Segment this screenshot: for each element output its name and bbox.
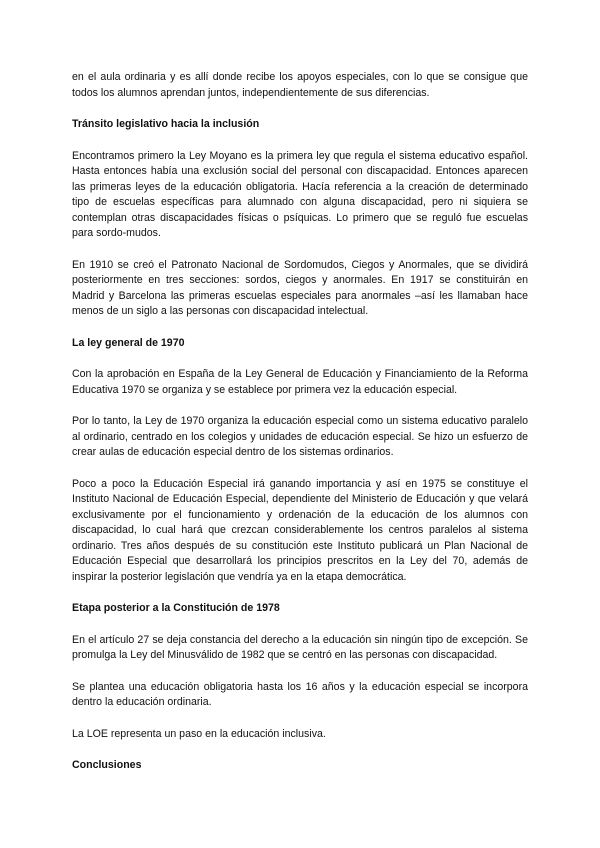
paragraph: Se plantea una educación obligatoria hasta los 16 años y la educación especial se incorpora dentro la educación ordinaria. [72,680,528,708]
paragraph: Encontramos primero la Ley Moyano es la primera ley que regula el sistema educativo español. Hasta entonces había una exclusión social del personal con discapacidad. Entonces aparecen las primeras leyes de la educación obligatoria. Hacía referencia a la creación de determinado tipo de escuelas específicas para alumnado con alguna discapacidad, pero ni siquiera se contemplan otras discapacidades físicas o psíquicas. Lo primero que se reguló fue escuelas para sordo-mudos. [72,149,528,239]
paragraph: Con la aprobación en España de la Ley General de Educación y Financiamiento de la Reforma Educativa 1970 se organiza y se establece por primera vez la educación especial. [72,368,528,396]
section-heading-conclusiones: Conclusiones [72,759,142,771]
section-heading-constitucion: Etapa posterior a la Constitución de 1978 [72,602,280,614]
document-page [72,70,528,790]
paragraph: En el artículo 27 se deja constancia del derecho a la educación sin ningún tipo de excepción. Se promulga la Ley del Minusválido de 1982 que se centró en las personas con discapacidad. [72,633,528,661]
paragraph: Por lo tanto, la Ley de 1970 organiza la educación especial como un sistema educativo paralelo al ordinario, centrado en los colegios y unidades de educación especial. Se hizo un esfuerzo de crear aulas de educación especial dentro de los sistemas ordinarios. [72,415,528,458]
paragraph: Poco a poco la Educación Especial irá ganando importancia y así en 1975 se constituye el Instituto Nacional de Educación Especial, dependiente del Ministerio de Educación y que velará exclusivamente por el funcionamiento y ordenación de la educación de los alumnos con discapacidad, lo cual hará que crezcan considerablemente los centros paralelos al sistema ordinario. Tres años después de su constitución este Instituto publicará un Plan Nacional de Educación Especial que desarrollará los principios prescritos en la Ley del 70, además de inspirar la posterior legislación que vendría ya en la etapa democrática. [72,477,528,583]
paragraph: En 1910 se creó el Patronato Nacional de Sordomudos, Ciegos y Anormales, que se dividirá posteriormente en tres secciones: sordos, ciegos y anormales. En 1917 se constituirán en Madrid y Barcelona las primeras escuelas especiales para anormales –así les llamaban hace menos de un siglo a las personas con discapacidad intelectual. [72,258,528,317]
paragraph: La LOE representa un paso en la educación inclusiva. [72,727,326,740]
section-heading-ley-1970: La ley general de 1970 [72,336,185,349]
intro-paragraph: en el aula ordinaria y es allí donde recibe los apoyos especiales, con lo que se consigue que todos los alumnos aprendan juntos, independientemente de sus diferencias. [72,71,528,99]
section-heading-transito: Tránsito legislativo hacia la inclusión [72,118,260,130]
